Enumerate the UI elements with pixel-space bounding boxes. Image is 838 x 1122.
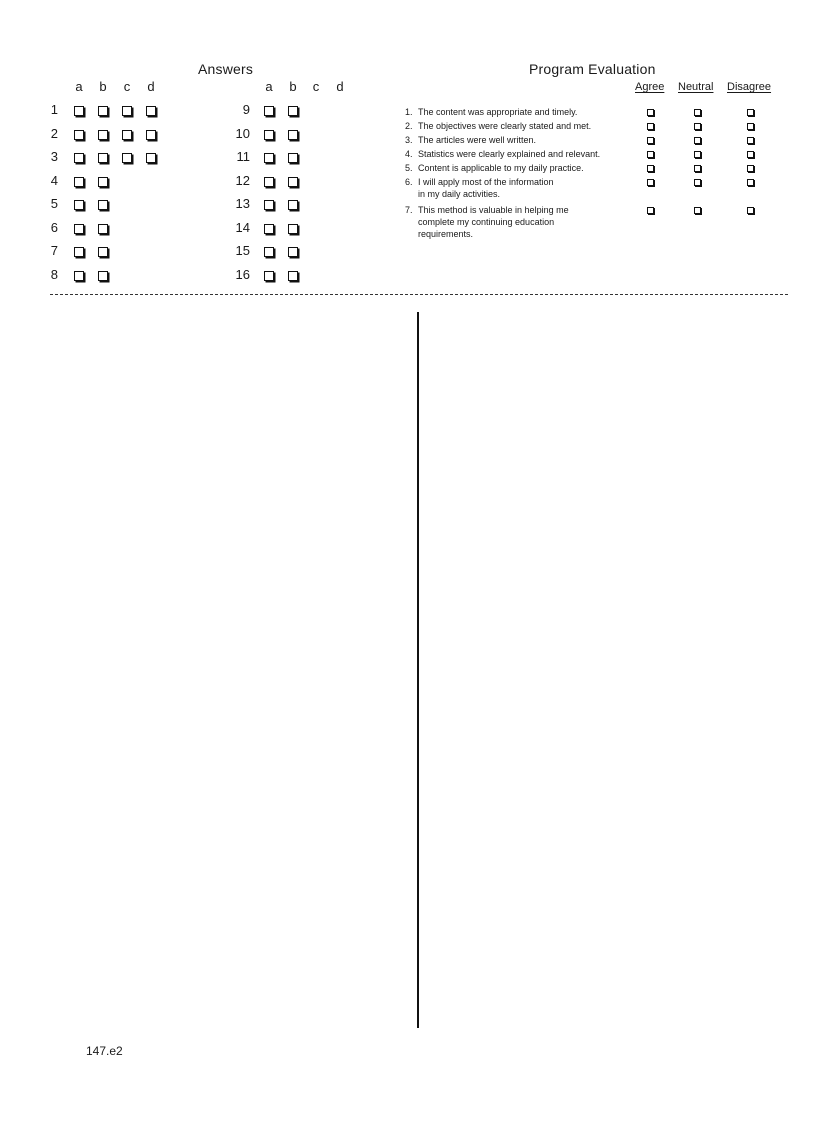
column-header-d: d xyxy=(147,79,155,94)
disagree-checkbox[interactable] xyxy=(747,109,754,116)
statement-number: 1. xyxy=(405,107,413,117)
statement-number: 4. xyxy=(405,149,413,159)
question-number: 1 xyxy=(50,102,58,117)
neutral-checkbox[interactable] xyxy=(694,179,701,186)
answer-checkbox[interactable] xyxy=(288,224,298,234)
column-header-d: d xyxy=(336,79,344,94)
answer-checkbox[interactable] xyxy=(288,153,298,163)
evaluation-title: Program Evaluation xyxy=(529,61,656,77)
answer-checkbox[interactable] xyxy=(146,130,156,140)
answer-checkbox[interactable] xyxy=(264,130,274,140)
neutral-checkbox[interactable] xyxy=(694,109,701,116)
column-header-c: c xyxy=(312,79,320,94)
answer-checkbox[interactable] xyxy=(264,247,274,257)
statement-number: 6. xyxy=(405,177,413,187)
question-number: 12 xyxy=(235,172,250,188)
evaluation-statement xyxy=(405,176,645,200)
answer-checkbox[interactable] xyxy=(122,153,132,163)
disagree-checkbox[interactable] xyxy=(747,207,754,214)
column-header-b: b xyxy=(99,79,107,94)
question-number: 13 xyxy=(235,196,250,211)
question-number: 4 xyxy=(50,172,58,188)
question-number: 3 xyxy=(50,149,58,164)
column-header-neutral: Neutral xyxy=(678,81,714,93)
answer-checkbox[interactable] xyxy=(74,224,84,234)
answer-checkbox[interactable] xyxy=(74,200,84,210)
neutral-checkbox[interactable] xyxy=(694,165,701,172)
neutral-checkbox[interactable] xyxy=(694,123,701,130)
column-header-disagree: Disagree xyxy=(727,81,772,93)
agree-checkbox[interactable] xyxy=(647,123,654,130)
answer-checkbox[interactable] xyxy=(98,106,108,116)
evaluation-statement xyxy=(405,134,645,146)
answer-checkbox[interactable] xyxy=(288,271,298,281)
answers-title: Answers xyxy=(198,61,254,77)
answer-checkbox[interactable] xyxy=(74,106,84,116)
answer-checkbox[interactable] xyxy=(122,106,132,116)
agree-checkbox[interactable] xyxy=(647,109,654,116)
answer-checkbox[interactable] xyxy=(288,247,298,257)
answer-checkbox[interactable] xyxy=(74,271,84,281)
answer-checkbox[interactable] xyxy=(264,153,274,163)
question-number: 11 xyxy=(236,149,250,164)
page-identifier: 147.e2 xyxy=(86,1044,123,1058)
statement-text: Statistics were clearly explained and relevant. xyxy=(418,149,601,159)
question-number: 10 xyxy=(235,125,250,141)
question-number: 14 xyxy=(235,219,250,235)
question-number: 8 xyxy=(50,266,58,282)
answer-checkbox[interactable] xyxy=(288,130,298,140)
question-number: 9 xyxy=(242,102,250,117)
agree-checkbox[interactable] xyxy=(647,179,654,186)
column-header-a: a xyxy=(265,79,273,94)
answer-checkbox[interactable] xyxy=(264,177,274,187)
statement-text: I will apply most of the information xyxy=(418,177,554,187)
question-number: 6 xyxy=(50,219,58,235)
statement-text: requirements. xyxy=(418,229,474,239)
answer-checkbox[interactable] xyxy=(98,224,108,234)
answer-checkbox[interactable] xyxy=(264,224,274,234)
column-header-agree: Agree xyxy=(635,81,665,93)
agree-checkbox[interactable] xyxy=(647,165,654,172)
neutral-checkbox[interactable] xyxy=(694,207,701,214)
answer-checkbox[interactable] xyxy=(288,106,298,116)
answer-checkbox[interactable] xyxy=(264,106,274,116)
neutral-checkbox[interactable] xyxy=(694,137,701,144)
column-header-a: a xyxy=(75,79,83,94)
evaluation-statement xyxy=(405,106,645,118)
statement-text: The objectives were clearly stated and met. xyxy=(418,121,592,131)
answer-checkbox[interactable] xyxy=(98,200,108,210)
statement-text: The articles were well written. xyxy=(418,135,537,145)
answer-checkbox[interactable] xyxy=(146,153,156,163)
agree-checkbox[interactable] xyxy=(647,151,654,158)
answer-checkbox[interactable] xyxy=(74,130,84,140)
answer-checkbox[interactable] xyxy=(288,177,298,187)
statement-number: 2. xyxy=(405,121,413,131)
column-header-c: c xyxy=(123,79,131,94)
evaluation-statement xyxy=(405,162,645,174)
evaluation-statement xyxy=(405,148,645,160)
statement-number: 3. xyxy=(405,135,413,145)
statement-text: This method is valuable in helping me xyxy=(418,205,569,215)
question-number: 7 xyxy=(50,243,58,258)
answer-checkbox[interactable] xyxy=(74,247,84,257)
dashed-cut-line xyxy=(50,294,788,295)
disagree-checkbox[interactable] xyxy=(747,151,754,158)
disagree-checkbox[interactable] xyxy=(747,137,754,144)
agree-checkbox[interactable] xyxy=(647,137,654,144)
answer-checkbox[interactable] xyxy=(98,153,108,163)
answer-checkbox[interactable] xyxy=(288,200,298,210)
answer-checkbox[interactable] xyxy=(98,177,108,187)
question-number: 5 xyxy=(50,196,58,211)
evaluation-statement xyxy=(405,204,645,240)
statement-text: The content was appropriate and timely. xyxy=(418,107,578,117)
question-number: 2 xyxy=(50,125,58,141)
answer-checkbox[interactable] xyxy=(74,153,84,163)
statement-text: complete my continuing education xyxy=(418,217,555,227)
answer-checkbox[interactable] xyxy=(264,200,274,210)
statement-text: Content is applicable to my daily practice. xyxy=(418,163,584,173)
evaluation-statement xyxy=(405,120,645,132)
answer-checkbox[interactable] xyxy=(98,130,108,140)
answer-checkbox[interactable] xyxy=(98,271,108,281)
question-number: 16 xyxy=(235,266,250,282)
answer-checkbox[interactable] xyxy=(264,271,274,281)
statement-text: in my daily activities. xyxy=(418,189,501,199)
agree-checkbox[interactable] xyxy=(647,207,654,214)
disagree-checkbox[interactable] xyxy=(747,123,754,130)
vertical-divider xyxy=(417,312,419,1028)
statement-number: 5. xyxy=(405,163,413,173)
disagree-checkbox[interactable] xyxy=(747,179,754,186)
neutral-checkbox[interactable] xyxy=(694,151,701,158)
statement-number: 7. xyxy=(405,205,413,215)
column-header-b: b xyxy=(289,79,297,94)
answer-checkbox[interactable] xyxy=(74,177,84,187)
answer-checkbox[interactable] xyxy=(146,106,156,116)
answer-checkbox[interactable] xyxy=(122,130,132,140)
answer-checkbox[interactable] xyxy=(98,247,108,257)
question-number: 15 xyxy=(235,243,250,258)
disagree-checkbox[interactable] xyxy=(747,165,754,172)
